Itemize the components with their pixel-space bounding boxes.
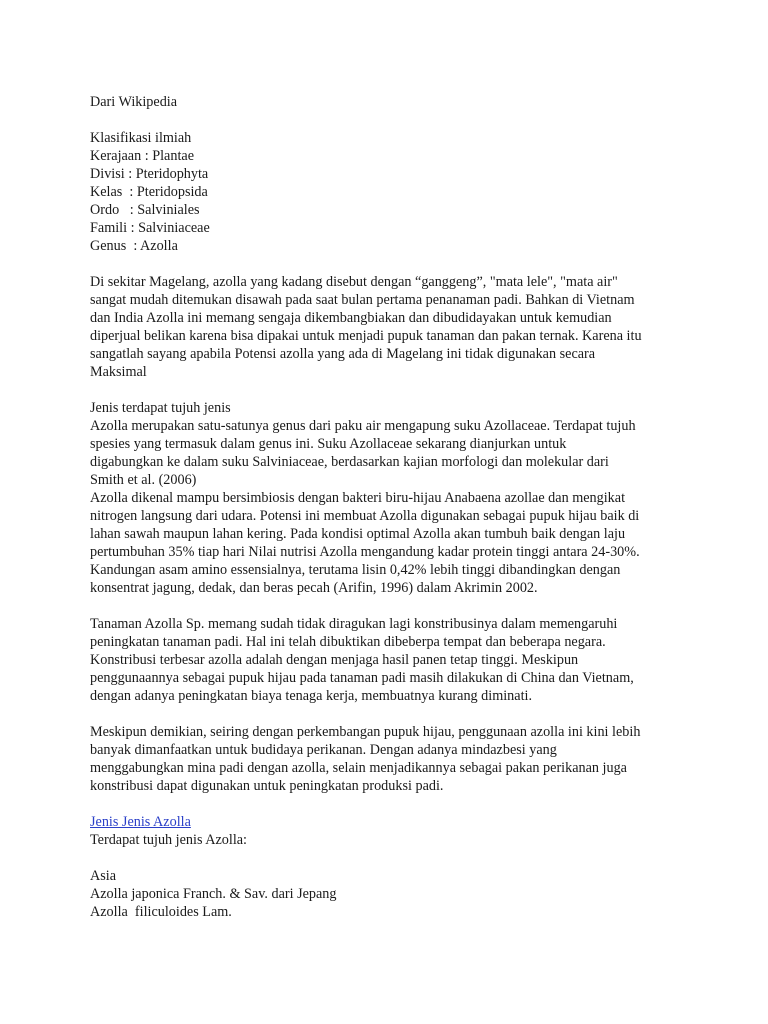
paragraph-line: nitrogen langsung dari udara. Potensi ini membuat Azolla digunakan sebagai pupuk hijau baik di	[90, 508, 640, 524]
paragraph-line: diperjual belikan karena bisa dipakai untuk menjadi pupuk tanaman dan pakan ternak. Karena itu	[90, 328, 642, 344]
paragraph-line: digabungkan ke dalam suku Salviniaceae, berdasarkan kajian morfologi dan molekular dari	[90, 454, 609, 470]
blank-line	[90, 705, 690, 723]
rice-paragraph	[90, 615, 690, 705]
jenis-jenis-azolla-link[interactable]: Jenis Jenis Azolla	[90, 814, 191, 830]
types-section	[90, 399, 690, 597]
paragraph-line: Di sekitar Magelang, azolla yang kadang disebut dengan “ganggeng”, "mata lele", "mata air"	[90, 274, 618, 290]
blank-line	[90, 111, 690, 129]
paragraph-line: konstribusi dapat digunakan untuk peningkatan produksi padi.	[90, 778, 444, 794]
classification-row-class: Kelas : Pteridopsida	[90, 184, 208, 200]
species-section	[90, 813, 690, 921]
blank-line	[90, 255, 690, 273]
classification-block	[90, 129, 690, 255]
species-item: Azolla filiculoides Lam.	[90, 904, 232, 920]
blank-line	[90, 597, 690, 615]
paragraph-line: konsentrat jagung, dedak, dan beras pecah (Arifin, 1996) dalam Akrimin 2002.	[90, 580, 538, 596]
paragraph-line: Konstribusi terbesar azolla adalah dengan menjaga hasil panen tetap tinggi. Meskipun	[90, 652, 579, 668]
classification-heading: Klasifikasi ilmiah	[90, 130, 192, 146]
blank-line	[90, 795, 690, 813]
species-line	[90, 813, 690, 831]
paragraph-line: dan India Azolla ini memang sengaja dikembangbiakan dan dibudidayakan untuk kemudian	[90, 310, 612, 326]
paragraph-line: Tanaman Azolla Sp. memang sudah tidak diragukan lagi konstribusinya dalam memengaruhi	[90, 616, 618, 632]
paragraph-line: Smith et al. (2006)	[90, 472, 197, 488]
paragraph-line: Maksimal	[90, 364, 147, 380]
paragraph-line: penggunaannya sebagai pupuk hijau pada tanaman padi masih dilakukan di China dan Vietnam,	[90, 670, 634, 686]
paragraph-line: Meskipun demikian, seiring dengan perkembangan pupuk hijau, penggunaan azolla ini kini lebih	[90, 724, 641, 740]
species-item: Azolla japonica Franch. & Sav. dari Jepang	[90, 886, 337, 902]
classification-row-family: Famili : Salviniaceae	[90, 220, 210, 236]
blank-line	[90, 381, 690, 399]
classification-row-division: Divisi : Pteridophyta	[90, 166, 209, 182]
paragraph-line: menggabungkan mina padi dengan azolla, selain menjadikannya sebagai pakan perikanan juga	[90, 760, 627, 776]
blank-line	[90, 849, 690, 867]
paragraph-line: sangatlah sayang apabila Potensi azolla yang ada di Magelang ini tidak digunakan secara	[90, 346, 596, 362]
intro-paragraph	[90, 273, 690, 381]
paragraph-line: dengan adanya peningkatan biaya tenaga kerja, membuatnya kurang diminati.	[90, 688, 533, 704]
section-heading: Jenis terdapat tujuh jenis	[90, 400, 231, 416]
paragraph-line: Azolla merupakan satu-satunya genus dari paku air mengapung suku Azollaceae. Terdapat tujuh	[90, 418, 636, 434]
paragraph-line: Azolla dikenal mampu bersimbiosis dengan bakteri biru-hijau Anabaena azollae dan mengikat	[90, 490, 626, 506]
paragraph-line: lahan sawah maupun lahan kering. Pada kondisi optimal Azolla akan tumbuh baik dengan laju	[90, 526, 626, 542]
paragraph-line: pertumbuhan 35% tiap hari Nilai nutrisi Azolla mengandung kadar protein tinggi antara 24-30%.	[90, 544, 640, 560]
document-page	[90, 93, 690, 921]
paragraph-line: spesies yang termasuk dalam genus ini. Suku Azollaceae sekarang dianjurkan untuk	[90, 436, 567, 452]
species-subtitle: Terdapat tujuh jenis Azolla:	[90, 832, 247, 848]
species-region: Asia	[90, 868, 117, 884]
paragraph-line: banyak dimanfaatkan untuk budidaya perikanan. Dengan adanya mindazbesi yang	[90, 742, 557, 758]
paragraph-line: peningkatan tanaman padi. Hal ini telah dibuktikan dibeberpa tempat dan beberapa negara.	[90, 634, 606, 650]
classification-row-order: Ordo : Salviniales	[90, 202, 200, 218]
classification-row-genus: Genus : Azolla	[90, 238, 178, 254]
paragraph-line: Kandungan asam amino essensialnya, terutama lisin 0,42% lebih tinggi dibandingkan dengan	[90, 562, 621, 578]
classification-row-kingdom: Kerajaan : Plantae	[90, 148, 194, 164]
source-line: Dari Wikipedia	[90, 94, 178, 110]
paragraph-line: sangat mudah ditemukan disawah pada saat bulan pertama penanaman padi. Bahkan di Vietnam	[90, 292, 635, 308]
fishery-paragraph	[90, 723, 690, 795]
